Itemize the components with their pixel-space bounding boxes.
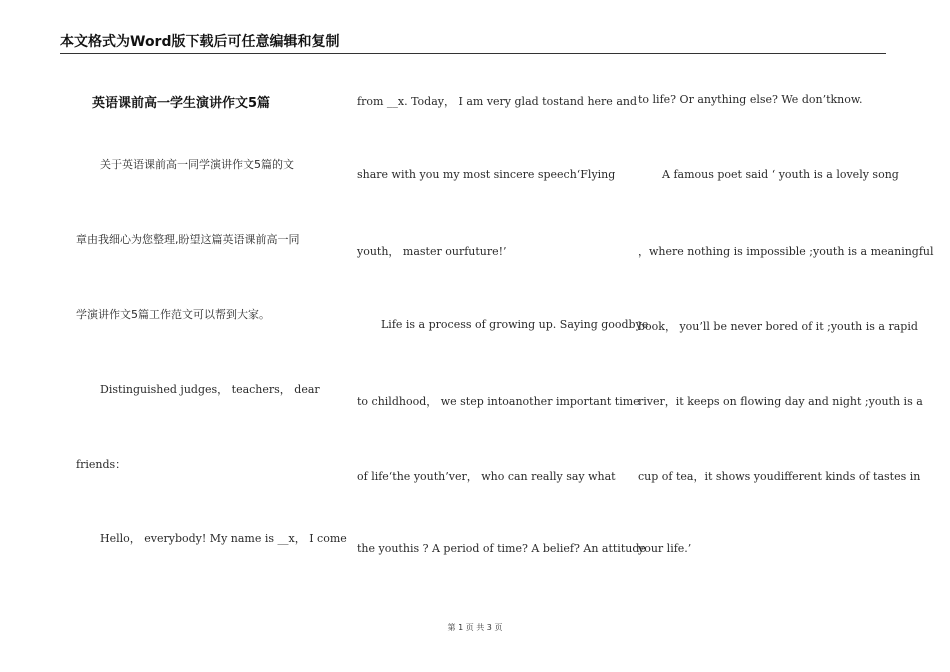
text-line: river，it keeps on flowing day and night ;youth is a <box>638 395 923 408</box>
text-line: youth， master ourfuture!’ <box>357 245 507 258</box>
text-line: cup of tea，it shows youdifferent kinds of tastes in <box>638 470 921 483</box>
text-line: your life.’ <box>638 542 692 555</box>
header-title: 本文格式为Word版下载后可任意编辑和复制 <box>60 34 340 50</box>
text-line: ，where nothing is impossible ;youth is a meaningful <box>638 245 934 258</box>
text-line: from __x. Today， I am very glad tostand here and <box>357 95 638 108</box>
text-line: to life? Or anything else? We don’tknow. <box>638 93 863 106</box>
text-line: to childhood， we step intoanother important time <box>357 395 640 408</box>
document-header <box>60 34 886 54</box>
text-line: 章由我细心为您整理,盼望这篇英语课前高一同 <box>76 233 300 246</box>
text-line: 学演讲作文5篇工作范文可以帮到大家。 <box>76 308 270 321</box>
text-line: A famous poet said ‘ youth is a lovely song <box>662 168 899 181</box>
text-line: book， you’ll be never bored of it ;youth is a rapid <box>638 320 918 333</box>
text-line: share with you my most sincere speech‘Flying <box>357 168 616 181</box>
text-line: of life‘the youth’ver， who can really say what <box>357 470 616 483</box>
text-line: Distinguished judges， teachers， dear <box>100 383 320 396</box>
text-line: Life is a process of growing up. Saying goodbye <box>381 318 649 331</box>
page-number: 第 1 页 共 3 页 <box>447 623 503 632</box>
article-title: 英语课前高一学生演讲作文5篇 <box>92 96 271 111</box>
text-line: the youthis ? A period of time? A belief? An attitude <box>357 542 646 555</box>
text-line: friends： <box>76 458 127 471</box>
text-line: Hello， everybody! My name is __x， I come <box>100 532 347 545</box>
text-line: 关于英语课前高一同学演讲作文5篇的文 <box>100 158 294 171</box>
